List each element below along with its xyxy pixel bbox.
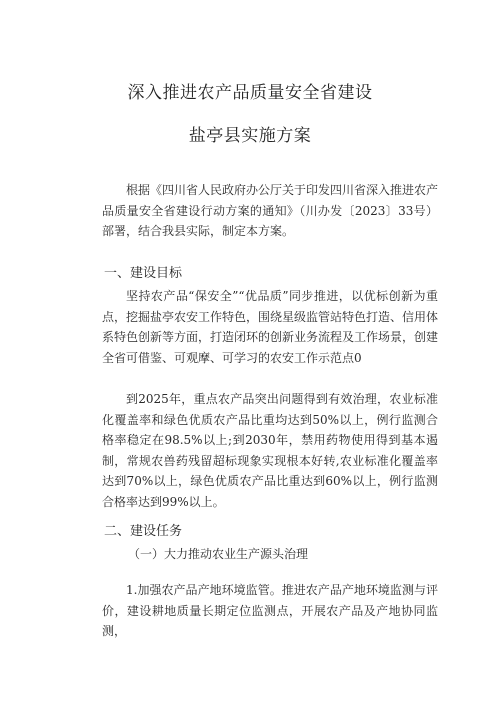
section1-paragraph1: 坚持农产品“保安全”“优品质”同步推进，以优标创新为重点，挖掘盐亭农安工作特色，围绕星级监管站特色打造、信用体系特色创新等方面，打造闭环的创新业务流程及工作场景，创建全省可借鉴、可观摩、可学习的农安工作示范点0 [102, 289, 439, 365]
section1-heading: 一、建设目标 [104, 266, 183, 281]
intro-paragraph: 根据《四川省人民政府办公厅关于印发四川省深入推进农产品质量安全省建设行动方案的通知》（川办发〔2023〕33号）部署，结合我县实际，制定本方案。 [102, 183, 439, 238]
section2-item1: 1.加强农产品产地环境监管。推进农产品产地环境监测与评价，建设耕地质量长期定位监测点，开展农产品及产地协同监测， [102, 583, 438, 638]
document-title-line1: 深入推进农产品质量安全省建设 [127, 83, 373, 103]
section2-heading: 二、建设任务 [104, 524, 183, 539]
document-title-line2: 盐亭县实施方案 [188, 126, 312, 146]
section1-paragraph2: 到2025年，重点农产品突出问题得到有效治理，农业标准化覆盖率和绿色优质农产品比重均达到50%以上，例行监测合格率稳定在98.5%以上;到2030年，禁用药物使用得到基本遏制，常规农兽药残留超标现象实现根本好转,农业标准化覆盖率达到70%以上，绿色优质农产品比重达到60%以上，例行监测合格率达到99%以上。 [102, 392, 438, 509]
section2-subheading1: （一）大力推动农业生产源头治理 [128, 547, 309, 561]
